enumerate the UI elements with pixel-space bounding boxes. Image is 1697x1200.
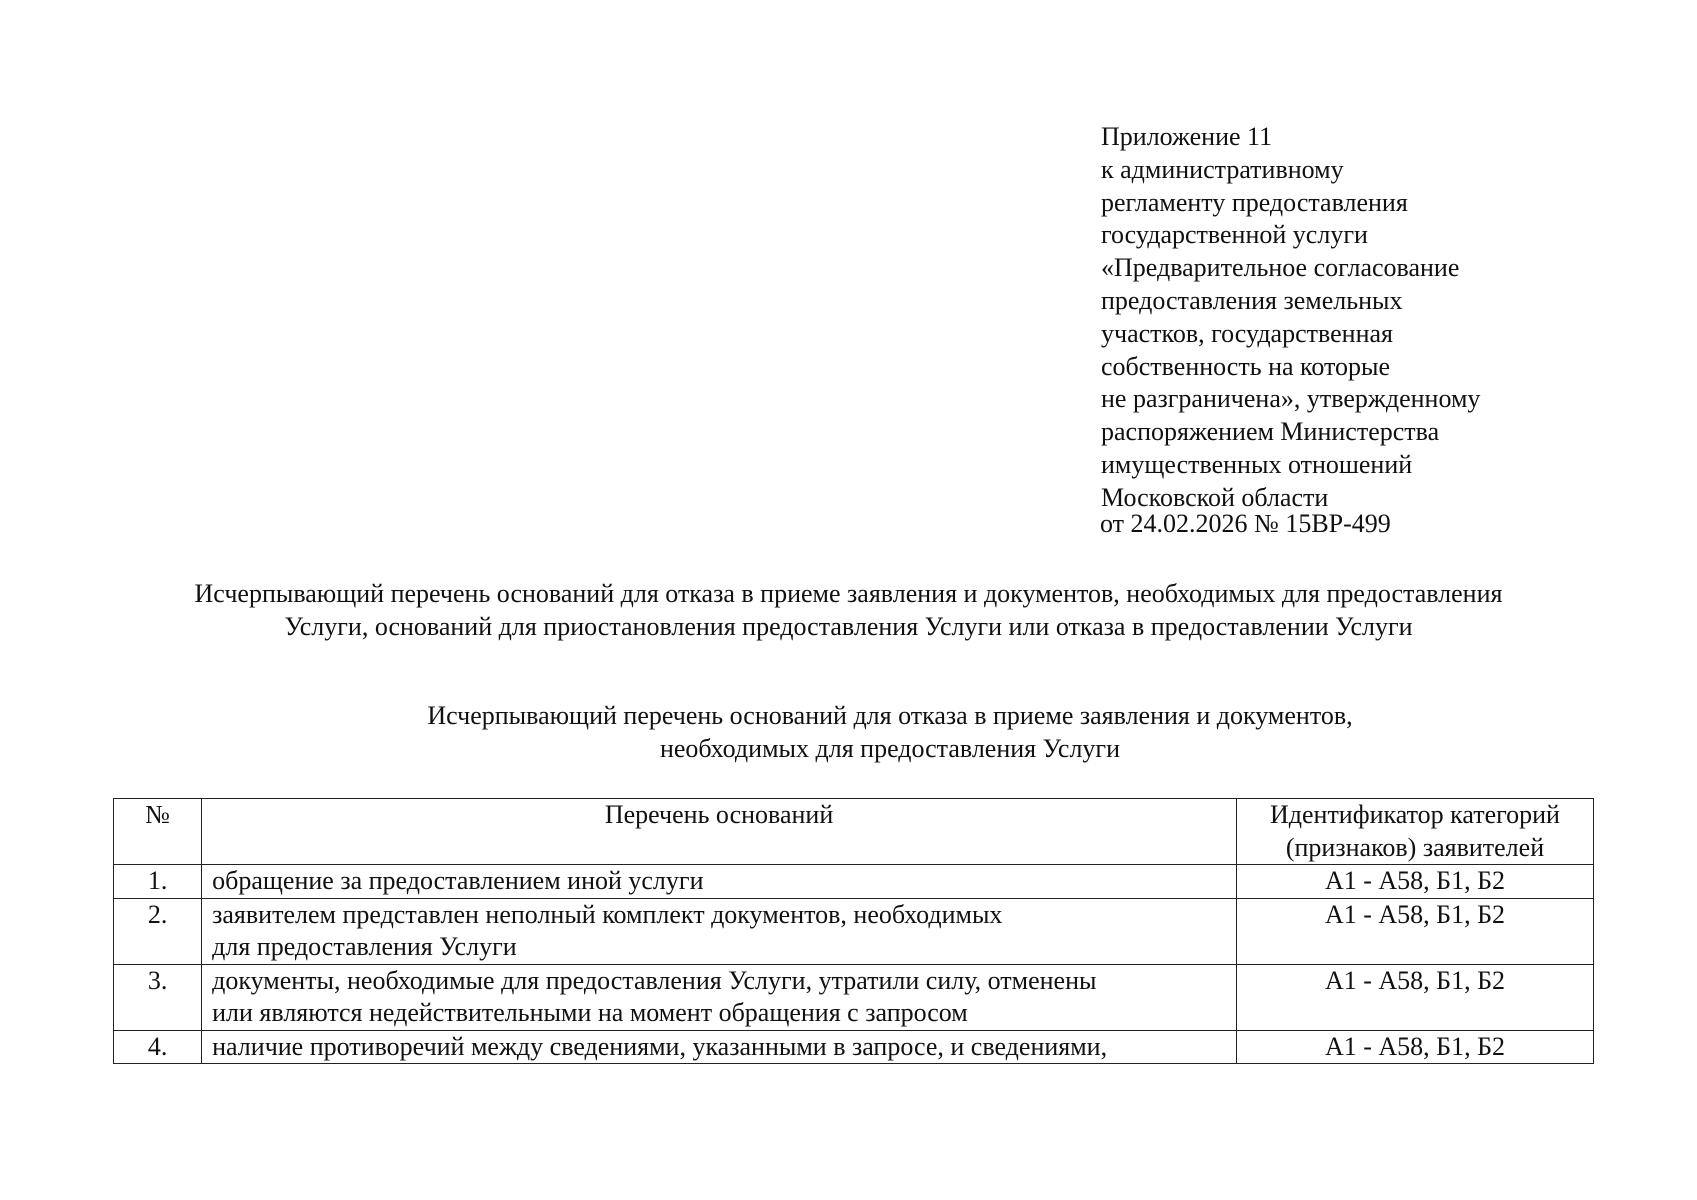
row-ground-text bbox=[202, 1030, 1237, 1064]
appendix-line: к административному bbox=[1101, 154, 1344, 184]
appendix-line: имущественных отношений bbox=[1101, 449, 1413, 479]
row-text-line: заявителем представлен неполный комплект документов, необходимых bbox=[212, 899, 1003, 929]
appendix-line: распоряжением Министерства bbox=[1101, 417, 1440, 447]
row-number: 2. bbox=[114, 898, 202, 964]
appendix-line: регламенту предоставления bbox=[1101, 187, 1408, 217]
row-number: 4. bbox=[114, 1030, 202, 1064]
row-ground-text bbox=[202, 898, 1237, 964]
row-text-line: или являются недействительными на момент обращения с запросом bbox=[212, 998, 968, 1027]
appendix-line: участков, государственная bbox=[1101, 318, 1393, 348]
section-title-line: Исчерпывающий перечень оснований для отказа в приеме заявления и документов, bbox=[427, 701, 1353, 730]
main-title-line: Услуги, оснований для приостановления предоставления Услуги или отказа в предоставлении Услуги bbox=[284, 611, 1413, 641]
header-grounds-list: Перечень оснований bbox=[202, 799, 1237, 865]
header-id-line: Идентификатор категорий bbox=[1269, 800, 1560, 829]
table-row bbox=[114, 1030, 1594, 1064]
appendix-date-number: от 24.02.2026 № 15ВР-499 bbox=[1100, 508, 1391, 538]
table-header-row bbox=[114, 799, 1594, 865]
table-row bbox=[114, 964, 1594, 1030]
row-category-id: А1 - А58, Б1, Б2 bbox=[1236, 898, 1593, 964]
appendix-line: собственность на которые bbox=[1101, 351, 1391, 381]
row-ground-text bbox=[202, 865, 1237, 899]
table-row bbox=[114, 865, 1594, 899]
appendix-line: «Предварительное согласование bbox=[1101, 253, 1460, 283]
row-category-id: А1 - А58, Б1, Б2 bbox=[1236, 964, 1593, 1030]
row-number: 1. bbox=[114, 865, 202, 899]
appendix-header bbox=[1101, 121, 1561, 540]
appendix-line: предоставления земельных bbox=[1101, 285, 1403, 315]
header-id-line: (признаков) заявителей bbox=[1285, 832, 1545, 862]
row-text-line: наличие противоречий между сведениями, указанными в запросе, и сведениями, bbox=[212, 1031, 1108, 1061]
row-number: 3. bbox=[114, 964, 202, 1030]
row-text-line: документы, необходимые для предоставления Услуги, утратили силу, отменены bbox=[212, 965, 1097, 995]
grounds-table bbox=[113, 798, 1594, 1064]
header-applicant-category-id bbox=[1236, 799, 1593, 865]
header-number: № bbox=[114, 799, 202, 865]
appendix-line: Приложение 11 bbox=[1101, 122, 1273, 151]
row-text-line: обращение за предоставлением иной услуги bbox=[212, 866, 704, 895]
row-text-line: для предоставления Услуги bbox=[212, 932, 517, 961]
row-ground-text bbox=[202, 964, 1237, 1030]
section-title-line: необходимых для предоставления Услуги bbox=[659, 733, 1121, 763]
main-title bbox=[60, 578, 1637, 643]
table-row bbox=[114, 898, 1594, 964]
section-title bbox=[280, 700, 1500, 765]
row-category-id: А1 - А58, Б1, Б2 bbox=[1236, 1030, 1593, 1064]
appendix-line: не разграничена», утвержденному bbox=[1101, 384, 1481, 414]
main-title-line: Исчерпывающий перечень оснований для отказа в приеме заявления и документов, необходимых для предоставления bbox=[194, 579, 1503, 608]
appendix-line: государственной услуги bbox=[1101, 220, 1368, 250]
row-category-id: А1 - А58, Б1, Б2 bbox=[1236, 865, 1593, 899]
appendix-line: Московской области bbox=[1101, 482, 1329, 512]
